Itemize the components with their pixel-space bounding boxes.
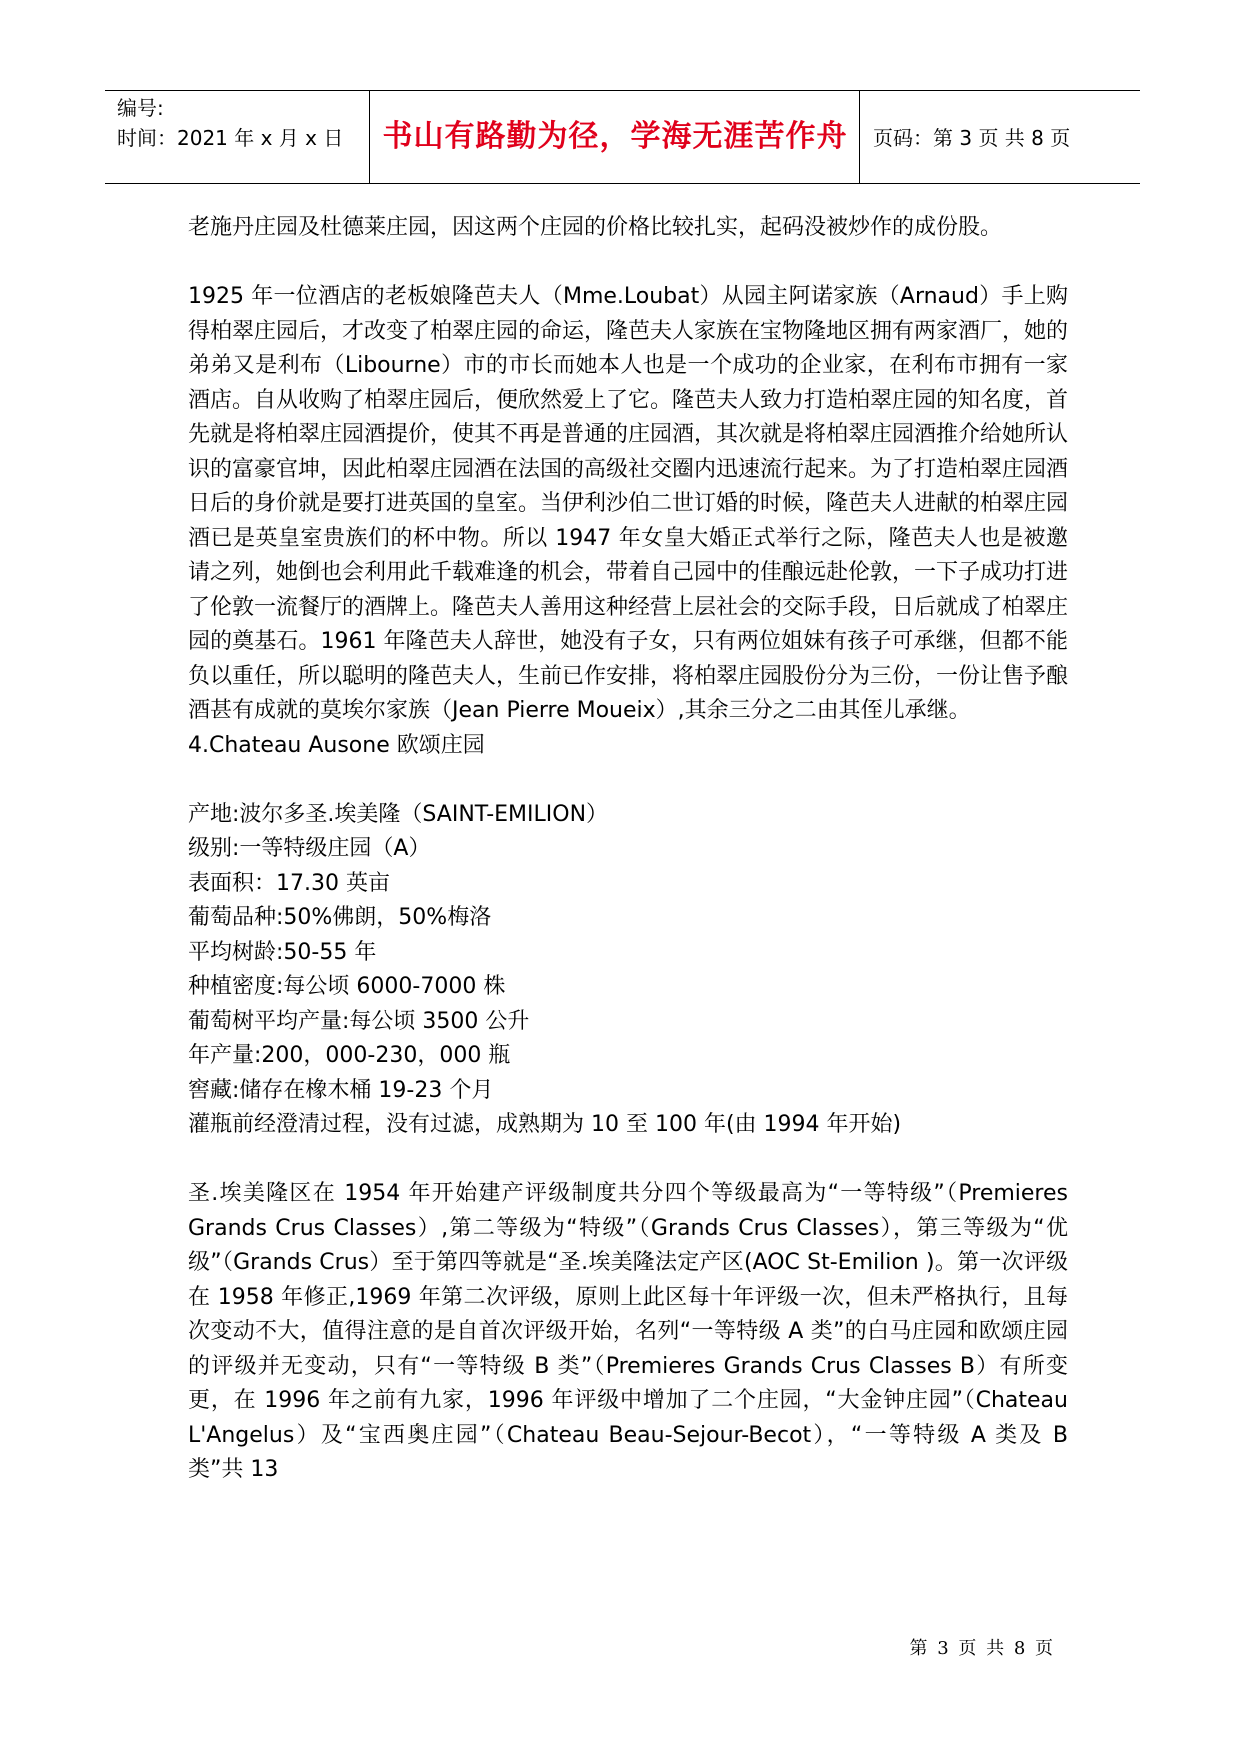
document-body (188, 211, 1068, 1488)
fact-list (188, 798, 1068, 1143)
page-header (105, 90, 1140, 184)
paragraph-history: 1925 年一位酒店的老板娘隆芭夫人（Mme.Loubat）从园主阿诺家族（Arnaud）手上购得柏翠庄园后，才改变了柏翠庄园的命运，隆芭夫人家族在宝物隆地区拥有两家酒厂，她的弟弟又是利布（Libourne）市的市长而她本人也是一个成功的企业家，在利布市拥有一家酒店。自从收购了柏翠庄园后，便欣然爱上了它。隆芭夫人致力打造柏翠庄园的知名度，首先就是将柏翠庄园酒提价，使其不再是普通的庄园酒，其次就是将柏翠庄园酒推介给她所认识的富豪官坤，因此柏翠庄园酒在法国的高级社交圈内迅速流行起来。为了打造柏翠庄园酒日后的身价就是要打进英国的皇室。当伊利沙伯二世订婚的时候，隆芭夫人进献的柏翠庄园酒已是英皇室贵族们的杯中物。所以 1947 年女皇大婚正式举行之际，隆芭夫人也是被邀请之列，她倒也会利用此千载难逢的机会，带着自己园中的佳酿远赴伦敦，一下子成功打进了伦敦一流餐厅的酒牌上。隆芭夫人善用这种经营上层社会的交际手段，日后就成了柏翠庄园的奠基石。1961 年隆芭夫人辞世，她没有子女，只有两位姐妹有孩子可承继，但都不能负以重任，所以聪明的隆芭夫人，生前已作安排，将柏翠庄园股份分为三份，一份让售予酿酒甚有成就的莫埃尔家族（Jean Pierre Moueix）,其余三分之二由其侄儿承继。 (188, 284, 1069, 723)
section-title: 4.Chateau Ausone 欧颂庄园 (188, 732, 485, 758)
fact-item: 灌瓶前经澄清过程，没有过滤，成熟期为 10 至 100 年(由 1994 年开始) (188, 1112, 902, 1137)
fact-item: 葡萄树平均产量:每公顷 3500 公升 (188, 1008, 530, 1034)
fact-item: 级别:一等特级庄园（A） (188, 836, 431, 861)
header-number-label: 编号: (117, 96, 164, 120)
header-meta (117, 93, 357, 153)
fact-item: 窖藏:储存在橡木桶 19-23 个月 (188, 1077, 494, 1103)
paragraph-intro: 老施丹庄园及杜德莱庄园，因这两个庄园的价格比较扎实，起码没被炒作的成份股。 (188, 215, 1003, 240)
header-motto: 书山有路勤为径，学海无涯苦作舟 (382, 119, 848, 154)
header-divider (369, 91, 370, 183)
fact-item: 种植密度:每公顷 6000-7000 株 (188, 974, 506, 999)
fact-item: 产地:波尔多圣.埃美隆（SAINT-EMILION） (188, 801, 609, 827)
fact-item: 年产量:200，000-230，000 瓶 (188, 1043, 511, 1068)
paragraph-classification: 圣.埃美隆区在 1954 年开始建产评级制度共分四个等级最高为“一等特级”（Premieres Grands Crus Classes）,第二等级为“特级”（Grands Crus Classes），第三等级为“优级”（Grands Crus）至于第四等就是“圣.埃美隆法定产区(AOC St-Emilion )。第一次评级在 1958 年修正,1969 年第二次评级，原则上此区每十年评级一次，但未严格执行，且每次变动不大，值得注意的是自首次评级开始，名列“一等特级 A 类”的白马庄园和欧颂庄园的评级并无变动，只有“一等特级 B 类”（Premieres Grands Crus Classes B）有所变更，在 1996 年之前有九家，1996 年评级中增加了二个庄园，“大金钟庄园”（Chateau L'Angelus）及“宝西奥庄园”（Chateau Beau-Sejour-Becot），“一等特级 A 类及 B 类”共 13 (188, 1181, 1068, 1482)
header-page-label: 页码：第 3 页 共 8 页 (873, 126, 1071, 150)
fact-item: 平均树龄:50-55 年 (188, 939, 377, 965)
fact-item: 表面积：17.30 英亩 (188, 870, 390, 896)
header-divider (859, 91, 860, 183)
fact-item: 葡萄品种:50%佛朗，50%梅洛 (188, 905, 492, 930)
page-footer: 第 3 页 共 8 页 (909, 1638, 1055, 1659)
header-time-label: 时间：2021 年 x 月 x 日 (117, 126, 344, 150)
